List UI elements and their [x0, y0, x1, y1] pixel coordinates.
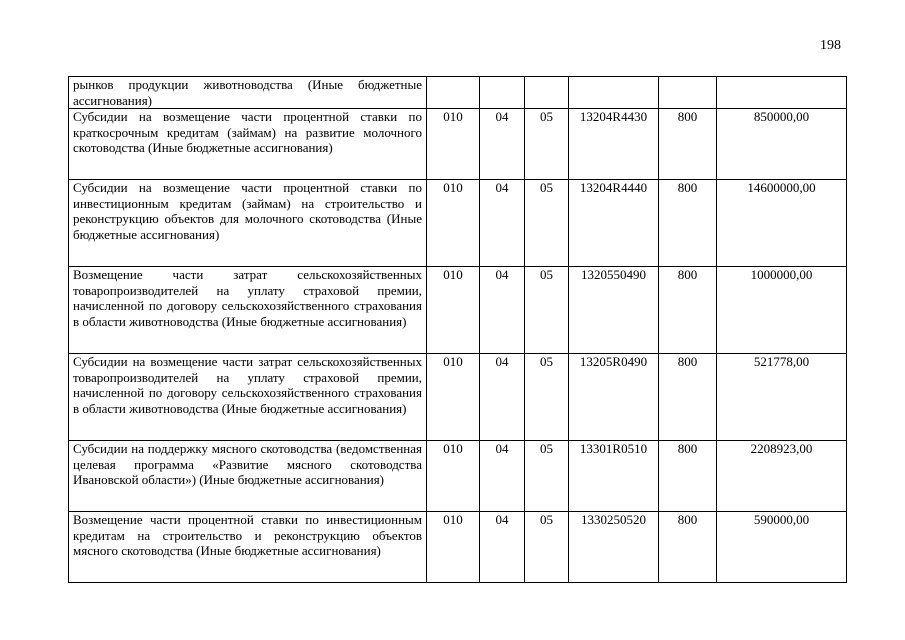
amount: 521778,00 [717, 354, 847, 441]
target-article-code [569, 77, 659, 109]
expense-type-code: 800 [659, 267, 717, 354]
table-row [69, 109, 847, 180]
target-article-code: 13301R0510 [569, 441, 659, 512]
amount: 850000,00 [717, 109, 847, 180]
section-code: 04 [480, 180, 525, 267]
row-description: Субсидии на возмещение части процентной ставки по краткосрочным кредитам (займам) на развитие молочного скотоводства (Иные бюджетные ассигнования) [69, 109, 427, 180]
table-row [69, 512, 847, 583]
page-number: 198 [820, 38, 841, 53]
ministry-code: 010 [427, 512, 480, 583]
target-article-code: 13204R4440 [569, 180, 659, 267]
table-row [69, 354, 847, 441]
subsection-code [525, 77, 569, 109]
expense-type-code: 800 [659, 441, 717, 512]
target-article-code: 13205R0490 [569, 354, 659, 441]
ministry-code: 010 [427, 354, 480, 441]
row-description: Возмещение части процентной ставки по инвестиционным кредитам на строительство и реконструкцию объектов мясного скотоводства (Иные бюджетные ассигнования) [69, 512, 427, 583]
amount: 590000,00 [717, 512, 847, 583]
target-article-code: 1330250520 [569, 512, 659, 583]
ministry-code: 010 [427, 267, 480, 354]
ministry-code: 010 [427, 109, 480, 180]
row-description: Субсидии на поддержку мясного скотоводства (ведомственная целевая программа «Развитие мясного скотоводства Ивановской области») (Иные бюджетные ассигнования) [69, 441, 427, 512]
section-code: 04 [480, 109, 525, 180]
row-description: Субсидии на возмещение части процентной ставки по инвестиционным кредитам (займам) на строительство и реконструкцию объектов для молочного скотоводства (Иные бюджетные ассигнования) [69, 180, 427, 267]
expense-type-code: 800 [659, 109, 717, 180]
amount: 14600000,00 [717, 180, 847, 267]
ministry-code: 010 [427, 441, 480, 512]
table-row [69, 267, 847, 354]
subsection-code: 05 [525, 512, 569, 583]
table-row [69, 77, 847, 109]
subsection-code: 05 [525, 180, 569, 267]
target-article-code: 13204R4430 [569, 109, 659, 180]
expense-type-code: 800 [659, 180, 717, 267]
expense-type-code: 800 [659, 354, 717, 441]
subsection-code: 05 [525, 267, 569, 354]
section-code: 04 [480, 267, 525, 354]
ministry-code [427, 77, 480, 109]
subsection-code: 05 [525, 441, 569, 512]
expense-type-code: 800 [659, 512, 717, 583]
table-row [69, 441, 847, 512]
section-code [480, 77, 525, 109]
table-row [69, 180, 847, 267]
row-description: Субсидии на возмещение части затрат сельскохозяйственных товаропроизводителей на уплату страховой премии, начисленной по договору сельскохозяйственного страхования в области животноводства (Иные бюджетные ассигнования) [69, 354, 427, 441]
section-code: 04 [480, 354, 525, 441]
target-article-code: 1320550490 [569, 267, 659, 354]
amount [717, 77, 847, 109]
amount: 2208923,00 [717, 441, 847, 512]
expense-type-code [659, 77, 717, 109]
budget-table [68, 76, 847, 583]
row-description: Возмещение части затрат сельскохозяйственных товаропроизводителей на уплату страховой премии, начисленной по договору сельскохозяйственного страхования в области животноводства (Иные бюджетные ассигнования) [69, 267, 427, 354]
section-code: 04 [480, 512, 525, 583]
amount: 1000000,00 [717, 267, 847, 354]
ministry-code: 010 [427, 180, 480, 267]
subsection-code: 05 [525, 109, 569, 180]
section-code: 04 [480, 441, 525, 512]
subsection-code: 05 [525, 354, 569, 441]
row-description: рынков продукции животноводства (Иные бюджетные ассигнования) [69, 77, 427, 109]
